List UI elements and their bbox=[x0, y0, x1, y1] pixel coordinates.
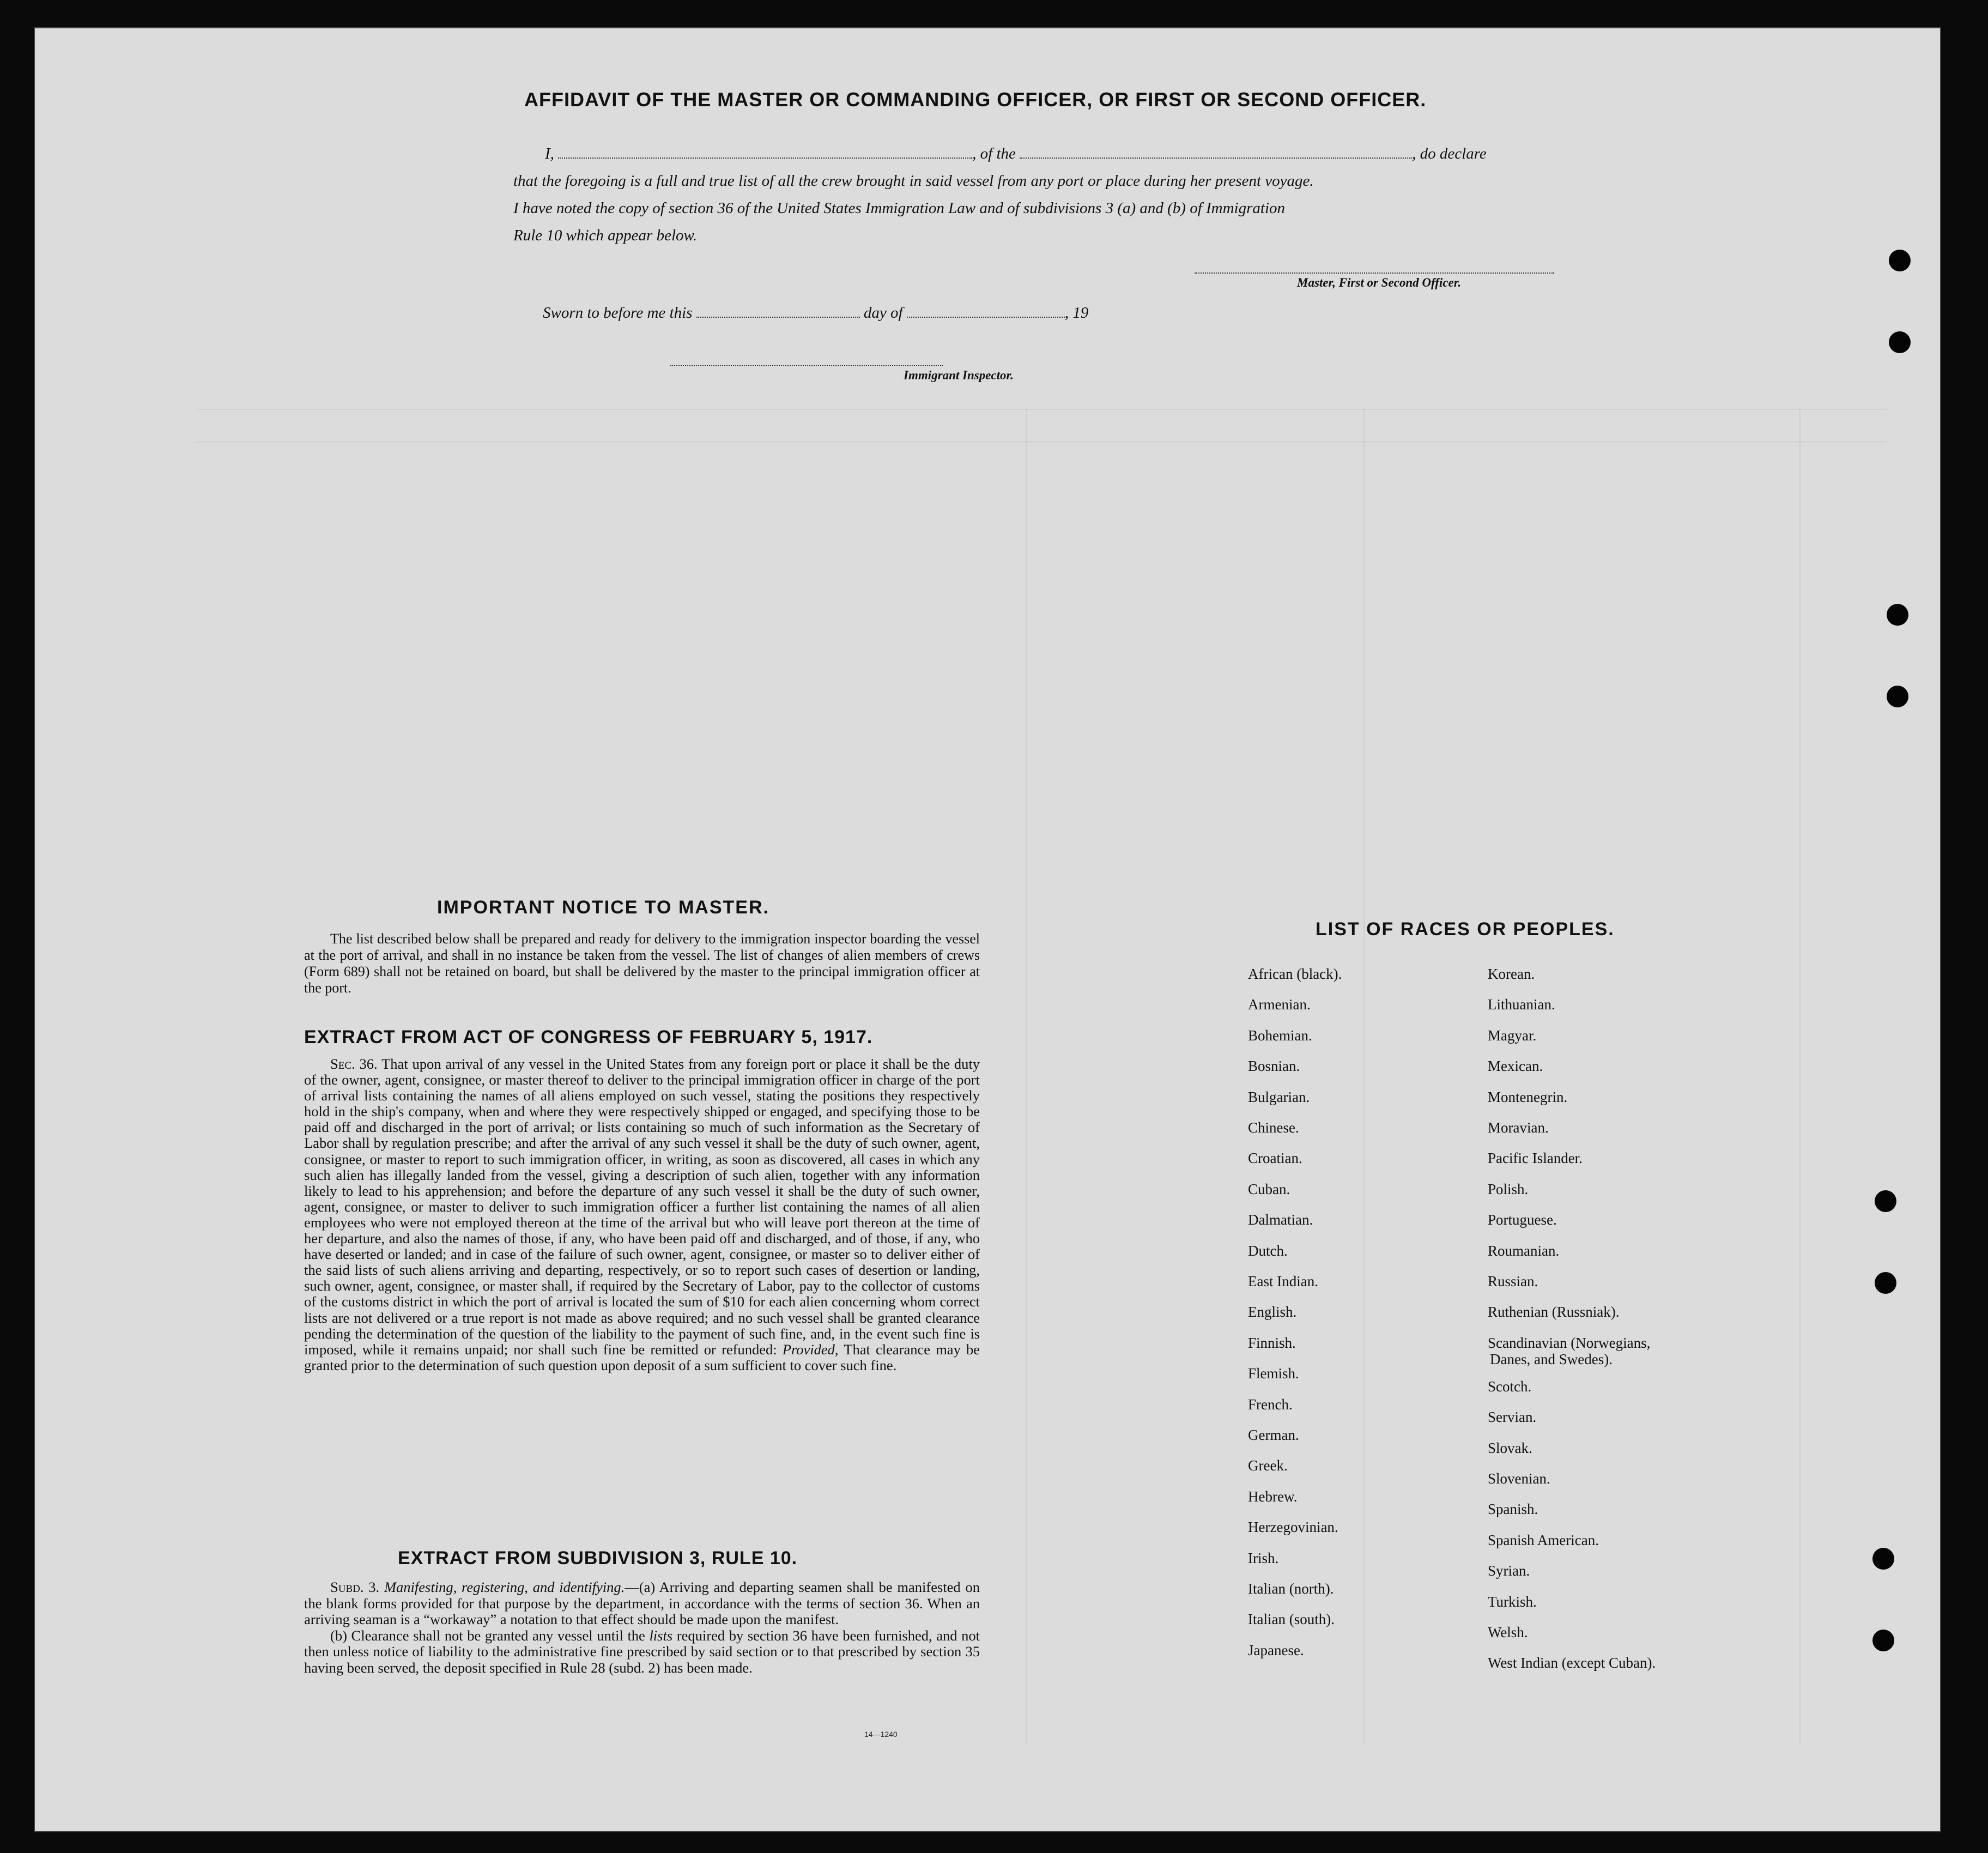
race-item: Finnish. bbox=[1248, 1334, 1296, 1351]
master-caption: Master, First or Second Officer. bbox=[1297, 276, 1462, 289]
race-item: Scotch. bbox=[1488, 1378, 1532, 1395]
punch-hole bbox=[1887, 604, 1908, 626]
proviso-word: Provided, bbox=[782, 1341, 839, 1358]
race-item: Mexican. bbox=[1488, 1058, 1543, 1075]
race-item: Spanish American. bbox=[1488, 1531, 1599, 1548]
section-label: Sec. 36. bbox=[330, 1056, 378, 1072]
race-item: Slovak. bbox=[1488, 1439, 1532, 1456]
extract-act-title: EXTRACT FROM ACT OF CONGRESS OF FEBRUARY 5, 1917. bbox=[304, 1027, 873, 1047]
subd-heading: Manifesting, registering, and identifying. bbox=[384, 1579, 625, 1595]
race-item: Cuban. bbox=[1248, 1180, 1290, 1197]
race-item: African (black). bbox=[1248, 966, 1342, 982]
ghost-rule bbox=[1363, 409, 1365, 1744]
affidavit-line-3: I have noted the copy of section 36 of the United States Immigration Law and of subdivisions 3 (a) and (b) of Immigration bbox=[513, 199, 1286, 217]
race-item: East Indian. bbox=[1248, 1273, 1318, 1289]
punch-hole bbox=[1889, 250, 1911, 271]
inspector-caption: Immigrant Inspector. bbox=[904, 368, 1014, 382]
race-item: Korean. bbox=[1488, 966, 1535, 982]
punch-hole bbox=[1875, 1272, 1896, 1294]
race-item: Scandinavian (Norwegians, bbox=[1488, 1334, 1651, 1351]
race-item: Portuguese. bbox=[1488, 1212, 1557, 1228]
race-item: Bosnian. bbox=[1248, 1058, 1300, 1075]
race-item: Danes, and Swedes). bbox=[1490, 1351, 1613, 1367]
ghost-rule bbox=[197, 409, 1887, 410]
rule-10-para-a bbox=[304, 1579, 980, 1628]
sworn-mid: day of bbox=[863, 304, 903, 322]
race-item: Syrian. bbox=[1488, 1563, 1530, 1579]
race-item: Pacific Islander. bbox=[1488, 1150, 1583, 1167]
ghost-rule bbox=[1799, 409, 1801, 1744]
race-item: Hebrew. bbox=[1248, 1488, 1298, 1505]
race-item: Turkish. bbox=[1488, 1593, 1537, 1610]
race-item: Montenegrin. bbox=[1488, 1088, 1568, 1105]
race-item: Polish. bbox=[1488, 1180, 1529, 1197]
para-b-text-1: Clearance shall not be granted any vessel until the bbox=[351, 1627, 645, 1644]
race-item: Flemish. bbox=[1248, 1365, 1299, 1382]
race-item: Armenian. bbox=[1248, 996, 1311, 1013]
sworn-line bbox=[543, 304, 1088, 322]
para-a-text: —(a) Arriving and departing seamen shall be manifested on the blank forms provided for that purpose by the department, in accordance with the terms of section 36. When an arriving seaman is a “workaway” a notation to that effect should be made upon the manifest. bbox=[304, 1579, 980, 1627]
month-blank[interactable] bbox=[907, 305, 1065, 318]
race-item: Chinese. bbox=[1248, 1119, 1299, 1136]
race-item: Dalmatian. bbox=[1248, 1212, 1313, 1228]
para-b-lists: lists bbox=[649, 1627, 673, 1644]
race-item: Welsh. bbox=[1488, 1624, 1528, 1640]
race-item: West Indian (except Cuban). bbox=[1488, 1655, 1656, 1672]
section-36-text bbox=[304, 1056, 980, 1373]
punch-hole bbox=[1887, 686, 1908, 707]
sworn-start: Sworn to before me this bbox=[543, 304, 693, 322]
affidavit-line1-start: I, bbox=[545, 145, 554, 162]
day-blank[interactable] bbox=[696, 305, 860, 318]
race-item: Lithuanian. bbox=[1488, 996, 1555, 1013]
race-item: Bohemian. bbox=[1248, 1027, 1312, 1044]
ghost-rule bbox=[197, 441, 1887, 443]
notice-body: The list described below shall be prepared and ready for delivery to the immigration inspector boarding the vessel at the port of arrival, and shall in no instance be taken from the vessel. The list of changes of alien members of crews (Form 689) shall not be retained on board, but shall be delivered by the master to the principal immigration officer at the port. bbox=[304, 931, 980, 996]
punch-hole bbox=[1889, 331, 1911, 353]
race-item: Ruthenian (Russniak). bbox=[1488, 1304, 1620, 1321]
extract-rule-title: EXTRACT FROM SUBDIVISION 3, RULE 10. bbox=[398, 1548, 798, 1569]
sworn-end: , 19 bbox=[1064, 304, 1089, 322]
para-b-text-2: required by section 36 have been furnished, and not then unless notice of liability to the administrative fine prescribed by said section or to that prescribed by section 35 having been served, the deposit specified in Rule 28 (subd. 2) has been made. bbox=[304, 1627, 980, 1676]
race-item: Italian (south). bbox=[1248, 1611, 1335, 1628]
race-item: Moravian. bbox=[1488, 1119, 1549, 1136]
affidavit-line-1 bbox=[545, 145, 1487, 163]
race-item: French. bbox=[1248, 1396, 1293, 1413]
affidavit-line1-mid: , of the bbox=[972, 145, 1016, 162]
punch-hole bbox=[1872, 1630, 1894, 1651]
race-item: Bulgarian. bbox=[1248, 1088, 1310, 1105]
race-item: Slovenian. bbox=[1488, 1470, 1550, 1487]
vessel-blank[interactable] bbox=[1020, 146, 1412, 159]
manifest-page bbox=[34, 27, 1941, 1832]
affidavit-line1-end: , do declare bbox=[1412, 145, 1487, 162]
race-item: Russian. bbox=[1488, 1273, 1538, 1289]
rule-10-para-b bbox=[304, 1628, 980, 1676]
race-item: Magyar. bbox=[1488, 1027, 1537, 1044]
master-signature-line[interactable] bbox=[1195, 272, 1554, 274]
inspector-signature-line[interactable] bbox=[670, 365, 943, 366]
race-item: Servian. bbox=[1488, 1409, 1537, 1426]
race-item: Roumanian. bbox=[1488, 1242, 1560, 1259]
ghost-rule bbox=[1026, 409, 1027, 1744]
punch-hole bbox=[1872, 1548, 1894, 1570]
affidavit-line-4: Rule 10 which appear below. bbox=[513, 227, 697, 244]
race-item: Italian (north). bbox=[1248, 1581, 1334, 1597]
section-36-body: That upon arrival of any vessel in the United States from any foreign port or place it shall be the duty of the owner, agent, consignee, or master thereof to deliver to the principal immigration officer in charge of the port of arrival lists containing the names of all aliens employed on such vessel, stating the positions they respectively hold in the ship's company, when and where they were respectively shipped or engaged, and specifying those to be paid off and discharged in the port of arrival; or lists containing so much of such information as the Secretary of Labor shall by regulation prescribe; and after the arrival of any such vessel it shall be the duty of such owner, agent, consignee, or master to report to such immigration officer, in writing, as soon as discovered, all cases in which any such alien has illegally landed from the vessel, giving a description of such alien, together with any information likely to lead to his apprehension; and before the departure of any such vessel it shall be the duty of such owner, agent, consignee, or master to deliver to such immigration officer a further list containing the names of all alien employees who were not employed thereon at the time of the arrival but who will leave port thereon at the time of her departure, and also the names of those, if any, who have been paid off and discharged, and of those, if any, who have deserted or landed; and in case of the failure of such owner, agent, consignee, or master so to deliver either of the said lists of such aliens arriving and departing, respectively, or so to report such cases of desertion or landing, such owner, agent, consignee, or master shall, if required by the Secretary of Labor, pay to the collector of customs of the customs district in which the port of arrival is located the sum of $10 for each alien concerning whom correct lists are not delivered or a true report is not made as above required; and no such vessel shall be granted clearance pending the determination of the question of the liability to the payment of such fine, and, in the event such fine is imposed, while it remains unpaid; nor shall such fine be remitted or refunded: bbox=[304, 1056, 980, 1358]
race-item: Greek. bbox=[1248, 1457, 1288, 1474]
subd-label: Subd. 3. bbox=[330, 1579, 380, 1595]
race-item: Herzegovinian. bbox=[1248, 1519, 1338, 1536]
race-item: Spanish. bbox=[1488, 1501, 1538, 1518]
race-item: Irish. bbox=[1248, 1549, 1279, 1566]
proviso-text: That clearance may be granted prior to the determination of such question upon deposit of a sum sufficient to cover such fine. bbox=[304, 1341, 980, 1373]
name-blank[interactable] bbox=[558, 146, 972, 159]
rule-10-text bbox=[304, 1579, 980, 1676]
race-item: German. bbox=[1248, 1427, 1299, 1443]
race-item: Croatian. bbox=[1248, 1150, 1302, 1167]
affidavit-line-2: that the foregoing is a full and true list of all the crew brought in said vessel from any port or place during her present voyage. bbox=[513, 172, 1314, 190]
punch-hole bbox=[1875, 1190, 1896, 1212]
race-item: English. bbox=[1248, 1304, 1297, 1321]
race-item: Dutch. bbox=[1248, 1242, 1288, 1259]
para-b-label: (b) bbox=[330, 1627, 347, 1644]
race-item: Japanese. bbox=[1248, 1642, 1304, 1658]
affidavit-title: AFFIDAVIT OF THE MASTER OR COMMANDING OFFICER, OR FIRST OR SECOND OFFICER. bbox=[524, 88, 1427, 111]
form-number: 14—1240 bbox=[864, 1730, 898, 1739]
races-title: LIST OF RACES OR PEOPLES. bbox=[1316, 919, 1615, 940]
notice-title: IMPORTANT NOTICE TO MASTER. bbox=[437, 897, 769, 918]
